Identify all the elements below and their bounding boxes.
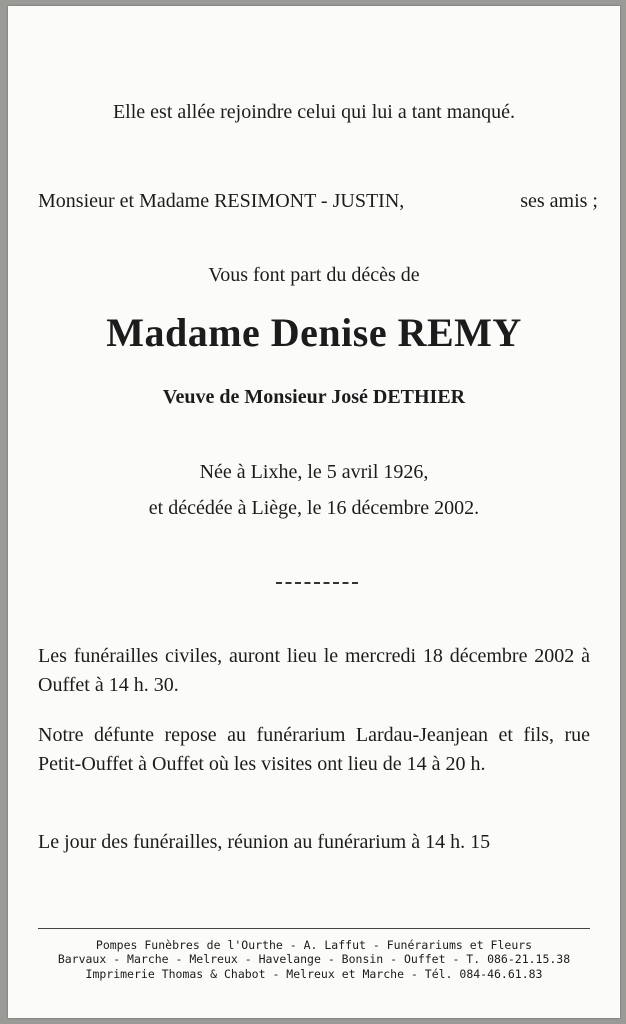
funeral-paragraph: Les funérailles civiles, auront lieu le mercredi 18 décembre 2002 à Ouffet à 14 h. 30. [38,645,590,696]
meeting-paragraph: Le jour des funérailles, réunion au funérarium à 14 h. 15 [38,831,491,853]
repose-paragraph: Notre défunte repose au funérarium Lardau-Jeanjean et fils, rue Petit-Ouffet à Ouffet où les visites ont lieu de 14 à 20 h. [38,724,590,775]
intro-line: Elle est allée rejoindre celui qui lui a tant manqué. [112,101,516,123]
funeral-card [8,6,620,1018]
footer-line-funeral-home: Pompes Funèbres de l'Ourthe - A. Laffut - Funérariums et Fleurs [95,938,533,952]
deceased-name: Madame Denise REMY [106,310,522,355]
separator [276,582,358,584]
donors-suffix: ses amis ; [520,190,598,212]
footer-line-printer: Imprimerie Thomas & Chabot - Melreux et Marche - Tél. 084-46.61.83 [85,967,543,981]
death-line: et décédée à Liège, le 16 décembre 2002. [148,497,480,519]
footer-line-locations: Barvaux - Marche - Melreux - Havelange - Bonsin - Ouffet - T. 086-21.15.38 [57,952,571,966]
footer-divider [38,928,590,929]
announcement: Vous font part du décès de [208,264,420,286]
donors-names: Monsieur et Madame RESIMONT - JUSTIN, [38,190,405,212]
widow-of: Veuve de Monsieur José DETHIER [162,386,466,408]
birth-line: Née à Lixhe, le 5 avril 1926, [199,461,429,483]
donors-line [38,190,598,213]
